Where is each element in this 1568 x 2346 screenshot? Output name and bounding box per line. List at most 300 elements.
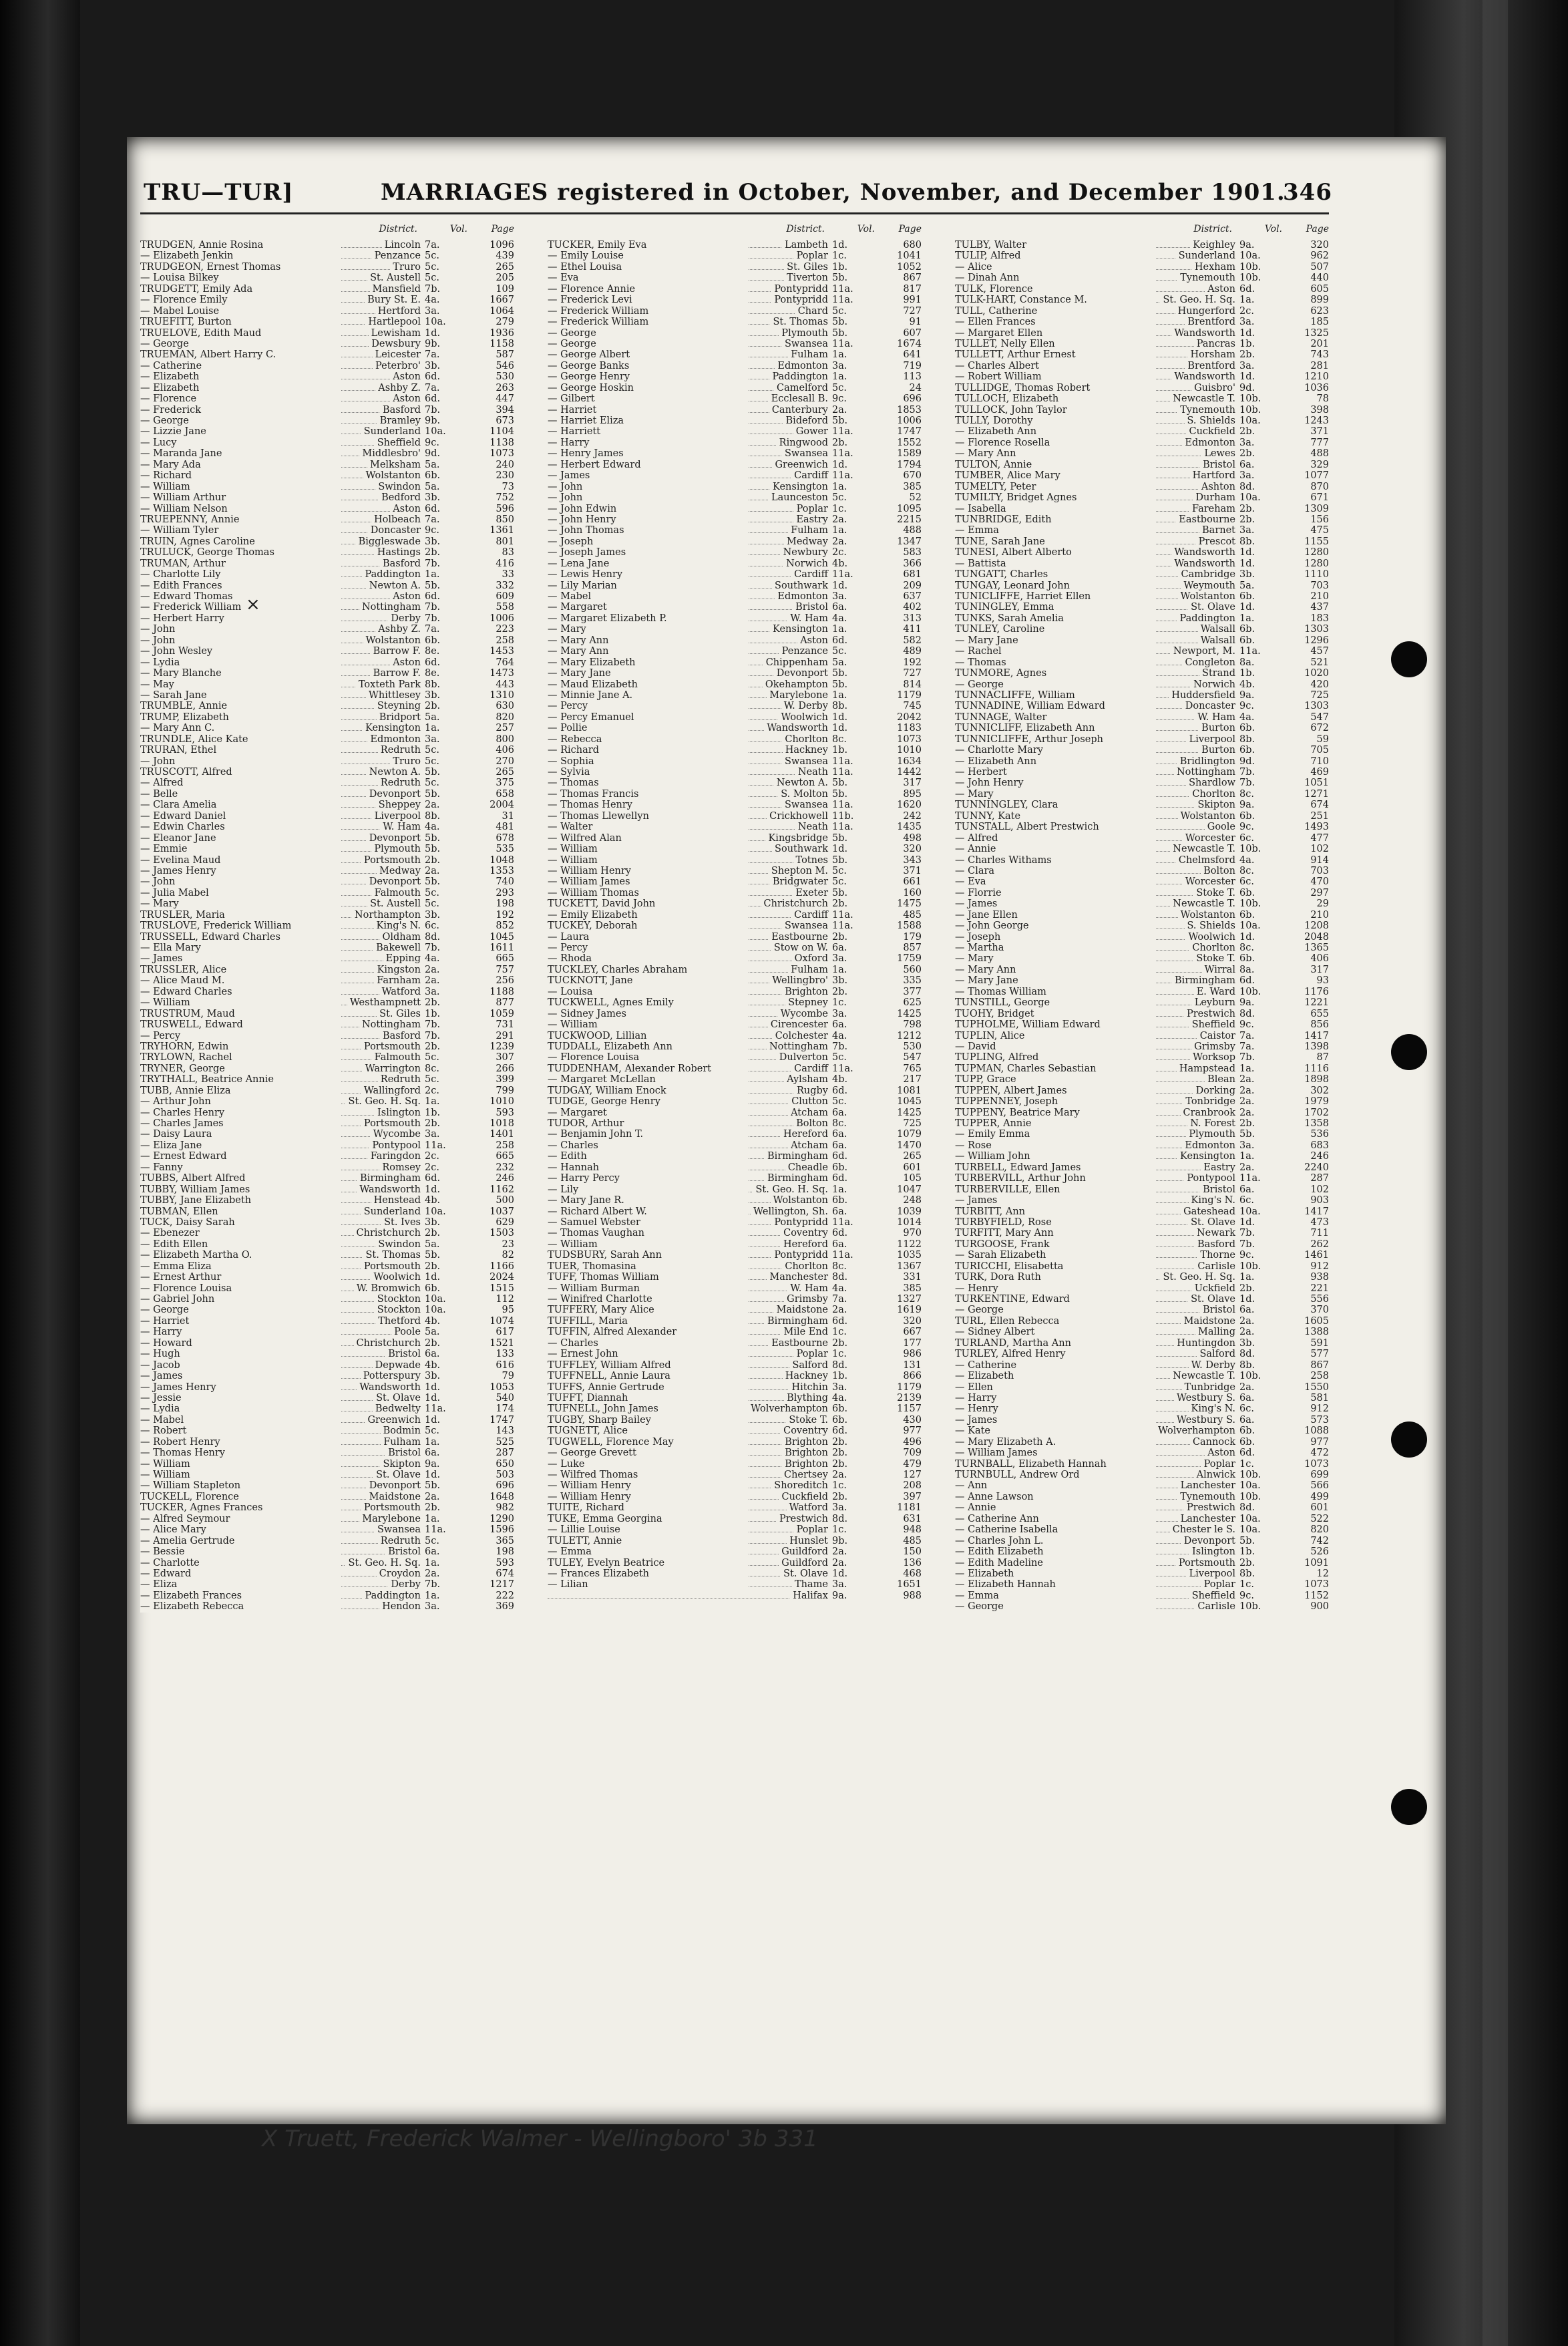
- entry-volume: 8a.: [1239, 657, 1255, 668]
- register-entry: [140, 1349, 514, 1359]
- entry-page: 877: [496, 997, 514, 1009]
- entry-volume: 1a.: [832, 481, 847, 492]
- entry-name: TUDGE, George Henry: [548, 1096, 748, 1107]
- entry-volume: 7a.: [1239, 1041, 1255, 1052]
- entry-page: 232: [496, 1162, 514, 1173]
- entry-page: 156: [1310, 514, 1329, 525]
- entry-name: — Elizabeth Jenkin: [140, 250, 341, 261]
- entry-district: Aston: [390, 504, 421, 514]
- entry-page: 131: [903, 1359, 922, 1371]
- entry-district: W. Ham: [1195, 712, 1235, 723]
- entry-name: TUCKELL, Florence: [140, 1492, 341, 1502]
- entry-name: — George: [140, 1305, 341, 1315]
- entry-volume: 2b.: [832, 1458, 848, 1470]
- register-entry: [140, 591, 514, 602]
- entry-page: 1619: [897, 1305, 922, 1316]
- entry-name: — Ernest Edward: [140, 1151, 341, 1162]
- register-entry: [548, 1108, 922, 1118]
- entry-page: 109: [496, 283, 514, 295]
- register-entry: [955, 613, 1329, 624]
- entry-name: — Jane Ellen: [955, 910, 1155, 920]
- register-entry: [548, 1546, 922, 1557]
- entry-page: 1425: [897, 1107, 922, 1118]
- register-entry: [140, 613, 514, 624]
- register-entry: [548, 1217, 922, 1228]
- entry-district: Dorking: [1193, 1085, 1235, 1096]
- entry-name: TUBB, Annie Eliza: [140, 1085, 341, 1096]
- entry-name: — John Henry: [548, 514, 748, 525]
- register-entry: [955, 1173, 1329, 1184]
- register-entry: [140, 965, 514, 975]
- entry-name: TUITE, Richard: [548, 1502, 748, 1513]
- entry-district: Blean: [1205, 1074, 1235, 1085]
- entry-name: TUPP, Grace: [955, 1074, 1155, 1085]
- register-entry: [548, 1403, 922, 1414]
- entry-district: Fulham: [788, 965, 828, 975]
- entry-page: 1006: [489, 613, 514, 624]
- entry-name: — Lucy: [140, 438, 341, 448]
- entry-district: W. Derby: [781, 701, 828, 711]
- register-entry: [140, 371, 514, 382]
- entry-name: — William Burman: [548, 1283, 748, 1294]
- register-entry: [140, 1360, 514, 1371]
- entry-volume: 6d.: [425, 591, 441, 602]
- entry-name: TULEY, Evelyn Beatrice: [548, 1558, 748, 1568]
- entry-page: 820: [496, 711, 514, 723]
- entry-name: — Mary Ann: [548, 646, 748, 657]
- entry-page: 867: [1310, 1359, 1329, 1371]
- entry-district: Northampton: [352, 910, 421, 920]
- entry-name: — Annie: [955, 1502, 1155, 1513]
- entry-district: Cuckfield: [1186, 426, 1235, 437]
- entry-page: 265: [496, 261, 514, 273]
- punch-hole: [1391, 1421, 1427, 1458]
- entry-volume: 10b.: [1239, 1261, 1261, 1272]
- register-entry: [955, 1590, 1329, 1601]
- entry-district: King's N.: [1189, 1195, 1236, 1206]
- entry-district: Ecclesall B.: [769, 393, 828, 404]
- entry-name: — Daisy Laura: [140, 1129, 341, 1140]
- entry-volume: 5c.: [832, 1052, 847, 1063]
- entry-page: 1470: [897, 1140, 922, 1151]
- entry-district: Neath: [795, 822, 828, 832]
- entry-name: — Louisa Bilkey: [140, 273, 341, 283]
- entry-page: 1702: [1304, 1107, 1329, 1118]
- entry-name: TULLOCH, Elizabeth: [955, 393, 1155, 404]
- entry-district: Tynemouth: [1177, 1492, 1235, 1502]
- register-entry: [955, 1009, 1329, 1019]
- entry-district: Stoke T.: [786, 1415, 828, 1426]
- entry-page: 711: [1310, 1228, 1329, 1239]
- entry-volume: 4b.: [832, 558, 848, 569]
- entry-page: 246: [496, 1173, 514, 1184]
- entry-district: Edmonton: [775, 591, 828, 602]
- register-entry: [955, 1283, 1329, 1294]
- entry-district: Worksop: [1190, 1052, 1235, 1063]
- entry-volume: 1b.: [425, 1008, 441, 1019]
- entry-page: 217: [903, 1074, 922, 1085]
- entry-name: — Elizabeth Ann: [955, 756, 1155, 767]
- entry-name: — Mary Jane: [548, 668, 748, 679]
- register-entry: [955, 1415, 1329, 1426]
- entry-page: 472: [1310, 1448, 1329, 1459]
- district-heading: District.: [786, 224, 825, 234]
- entry-volume: 7b.: [1239, 1238, 1255, 1250]
- entry-page: 83: [502, 547, 514, 558]
- register-entry: [955, 1558, 1329, 1568]
- entry-page: 93: [1316, 975, 1329, 987]
- entry-district: Epping: [383, 953, 421, 964]
- entry-volume: 1d.: [425, 1392, 441, 1403]
- entry-page: 727: [903, 305, 922, 317]
- entry-name: — Mary Ann: [548, 635, 748, 646]
- entry-district: Wolverhampton: [748, 1403, 828, 1414]
- entry-name: — Alice: [955, 262, 1155, 273]
- register-entry: [548, 1492, 922, 1502]
- entry-volume: 11a.: [425, 1140, 446, 1151]
- register-entry: [955, 1393, 1329, 1403]
- entry-name: TUGWELL, Florence May: [548, 1437, 748, 1448]
- entry-page: 1417: [1304, 1206, 1329, 1217]
- entry-district: Carlisle: [1195, 1601, 1235, 1612]
- entry-page: 1759: [897, 953, 922, 965]
- entry-volume: 2a.: [1239, 1327, 1255, 1338]
- entry-volume: 11a.: [832, 920, 853, 932]
- entry-name: — Elizabeth Ann: [955, 426, 1155, 437]
- register-entry: [140, 306, 514, 317]
- entry-volume: 8c.: [425, 1063, 439, 1074]
- entry-district: Bedford: [379, 492, 421, 503]
- entry-page: 1045: [489, 931, 514, 943]
- entry-district: Bramley: [377, 415, 421, 426]
- entry-name: TUNSTILL, George: [955, 997, 1155, 1008]
- entry-district: Guisbro': [1191, 383, 1235, 393]
- entry-district: Faringdon: [368, 1151, 421, 1162]
- entry-volume: 3b.: [425, 360, 441, 371]
- entry-page: 1179: [897, 689, 922, 701]
- register-entry: [140, 734, 514, 745]
- entry-name: TUCKER, Agnes Frances: [140, 1502, 341, 1513]
- entry-district: Basford: [380, 1031, 421, 1041]
- entry-volume: 8c.: [832, 1261, 847, 1272]
- entry-name: TUNNY, Kate: [955, 811, 1155, 822]
- entry-volume: 7a.: [425, 240, 440, 250]
- register-entry: [140, 997, 514, 1008]
- entry-name: — Edward Charles: [140, 987, 341, 997]
- entry-page: 607: [903, 327, 922, 339]
- entry-page: 105: [903, 1173, 922, 1184]
- entry-page: 866: [903, 1371, 922, 1382]
- entry-name: — William Henry: [548, 1480, 748, 1491]
- entry-district: Sheffield: [375, 438, 421, 448]
- entry-district: Leicester: [373, 349, 421, 360]
- entry-volume: 2b.: [1239, 1557, 1255, 1568]
- register-entry: [955, 1327, 1329, 1337]
- register-entry: [955, 569, 1329, 580]
- entry-volume: 1a.: [832, 1184, 847, 1195]
- entry-page: 174: [496, 1403, 514, 1415]
- entry-name: — Harriet: [548, 405, 748, 415]
- entry-district: Mile End: [781, 1327, 828, 1337]
- register-entry: [955, 1250, 1329, 1261]
- entry-name: — James: [955, 1195, 1155, 1206]
- entry-name: — Clara Amelia: [140, 800, 341, 810]
- entry-name: TUNESI, Albert Alberto: [955, 547, 1155, 558]
- entry-name: TULK, Florence: [955, 284, 1155, 295]
- entry-page: 1442: [897, 767, 922, 778]
- entry-district: W. Ham: [380, 822, 421, 832]
- entry-district: Wandsworth: [1171, 371, 1235, 382]
- entry-district: Hertford: [375, 306, 421, 317]
- entry-page: 970: [903, 1228, 922, 1239]
- entry-page: 477: [1310, 832, 1329, 844]
- entry-volume: 5c.: [425, 250, 439, 262]
- register-entry: [548, 1338, 922, 1349]
- entry-volume: 6b.: [1239, 909, 1255, 920]
- entry-name: — Florrie: [955, 888, 1155, 898]
- entry-page: 1155: [1304, 536, 1329, 547]
- entry-district: Portsmouth: [361, 1261, 421, 1272]
- register-entry: [548, 1283, 922, 1294]
- register-entry: [140, 943, 514, 953]
- entry-page: 1589: [897, 448, 922, 460]
- entry-volume: 3a.: [1239, 470, 1255, 482]
- entry-page: 481: [496, 822, 514, 833]
- register-entry: [955, 602, 1329, 613]
- register-entry: [140, 1294, 514, 1305]
- entry-volume: 9c.: [425, 525, 439, 536]
- entry-district: St. Thomas: [363, 1250, 421, 1261]
- register-entry: [955, 317, 1329, 327]
- register-entry: [548, 558, 922, 569]
- entry-name: TUFFIN, Alfred Alexander: [548, 1327, 748, 1337]
- entry-district: Sunderland: [361, 426, 421, 437]
- entry-district: Bridlington: [1177, 756, 1235, 767]
- register-entry: [140, 1217, 514, 1228]
- entry-district: Chard: [795, 306, 828, 317]
- register-entry: [548, 1173, 922, 1184]
- entry-name: — Thomas Francis: [548, 789, 748, 800]
- district-heading: District.: [379, 224, 417, 234]
- entry-volume: 3b.: [1239, 1337, 1255, 1349]
- register-entry: [140, 756, 514, 767]
- entry-name: — Walter: [548, 822, 748, 832]
- entry-page: 281: [1310, 360, 1329, 371]
- entry-name: — Lily Marian: [548, 580, 748, 591]
- entry-page: 302: [1310, 1085, 1329, 1096]
- entry-volume: 6b.: [1239, 745, 1255, 756]
- entry-volume: 6a.: [832, 1206, 847, 1217]
- entry-page: 1047: [897, 1184, 922, 1195]
- entry-district: Southwark: [772, 844, 828, 854]
- entry-volume: 8b.: [1239, 1359, 1255, 1371]
- register-entry: [140, 1250, 514, 1261]
- entry-district: Redruth: [378, 778, 421, 788]
- entry-volume: 6d.: [832, 1151, 848, 1162]
- entry-district: Nottingham: [359, 602, 421, 613]
- entry-page: 136: [903, 1557, 922, 1568]
- entry-name: — Louisa: [548, 987, 748, 997]
- entry-volume: 10b.: [1239, 261, 1261, 273]
- entry-district: Ringwood: [777, 438, 828, 448]
- entry-page: 658: [496, 788, 514, 800]
- register-entry: [955, 240, 1329, 250]
- entry-name: — Hannah: [548, 1162, 748, 1173]
- entry-district: Cannock: [1190, 1437, 1235, 1448]
- entry-page: 752: [496, 492, 514, 504]
- entry-volume: 1b.: [832, 261, 848, 273]
- register-entry: [548, 690, 922, 701]
- entry-page: 24: [909, 382, 922, 393]
- entry-name: — Richard Albert W.: [548, 1206, 748, 1217]
- entry-volume: 11a.: [832, 822, 853, 833]
- entry-volume: 10a.: [425, 1294, 446, 1305]
- entry-volume: 11a.: [832, 1063, 853, 1074]
- entry-district: St. Geo. H. Sq.: [345, 1558, 421, 1568]
- entry-page: 1014: [897, 1216, 922, 1228]
- register-entry: [548, 284, 922, 295]
- register-entry: [140, 876, 514, 887]
- entry-name: — Gabriel John: [140, 1294, 341, 1305]
- entry-page: 113: [903, 371, 922, 383]
- register-entry: [140, 273, 514, 283]
- entry-page: 1096: [489, 240, 514, 250]
- entry-name: TURBITT, Ann: [955, 1206, 1155, 1217]
- entry-volume: 4b.: [425, 1359, 441, 1371]
- entry-volume: 5c.: [425, 273, 439, 284]
- entry-district: Portsmouth: [361, 1041, 421, 1052]
- entry-name: — James: [955, 898, 1155, 909]
- entry-page: 629: [496, 1216, 514, 1228]
- entry-district: Watford: [379, 987, 421, 997]
- entry-district: Penzance: [779, 646, 828, 657]
- entry-district: Westbury S.: [1174, 1393, 1235, 1403]
- entry-name: — Battista: [955, 558, 1155, 569]
- entry-volume: 6d.: [832, 1315, 848, 1327]
- entry-page: 674: [1310, 800, 1329, 811]
- entry-volume: 6b.: [1239, 723, 1255, 734]
- entry-district: Leyburn: [1192, 997, 1235, 1008]
- entry-name: — William John: [955, 1151, 1155, 1162]
- register-entry: [548, 1272, 922, 1283]
- register-entry: [548, 1019, 922, 1030]
- entry-page: 87: [1316, 1052, 1329, 1063]
- entry-name: — Mary: [955, 953, 1155, 964]
- entry-page: 2024: [489, 1272, 514, 1283]
- entry-volume: 3a.: [425, 1601, 440, 1613]
- entry-name: — Frederick William: [548, 306, 748, 317]
- entry-page: 1181: [897, 1502, 922, 1514]
- entry-name: — Charles James: [140, 1118, 341, 1129]
- entry-name: — Maranda Jane: [140, 448, 341, 459]
- entry-district: Chester le S.: [1170, 1524, 1235, 1535]
- entry-name: TUBMAN, Ellen: [140, 1206, 341, 1217]
- entry-district: Wellington, Sh.: [751, 1206, 828, 1217]
- entry-page: 1327: [897, 1294, 922, 1305]
- entry-volume: 6c.: [1239, 1195, 1254, 1206]
- register-entry: [548, 679, 922, 690]
- entry-name: TRUDGEN, Annie Rosina: [140, 240, 341, 250]
- entry-volume: 1d.: [1239, 547, 1255, 558]
- entry-volume: 5b.: [1239, 1535, 1255, 1546]
- register-entry: [955, 1524, 1329, 1535]
- entry-page: 265: [903, 1151, 922, 1162]
- entry-district: Stockton: [375, 1294, 421, 1305]
- entry-district: Cardiff: [791, 569, 828, 580]
- entry-district: Bolton: [793, 1118, 828, 1129]
- register-entry: [548, 349, 922, 360]
- register-entry: [548, 1118, 922, 1129]
- entry-page: 468: [903, 1568, 922, 1579]
- entry-name: TUPPENY, Beatrice Mary: [955, 1108, 1155, 1118]
- entry-district: Bristol: [793, 602, 828, 613]
- entry-district: Cuckfield: [779, 1492, 828, 1502]
- entry-page: 1210: [1304, 371, 1329, 383]
- entry-name: — Henry: [955, 1403, 1155, 1414]
- register-entry: [955, 1579, 1329, 1590]
- entry-page: 566: [1310, 1480, 1329, 1492]
- register-entry: [140, 1601, 514, 1612]
- entry-volume: 2a.: [832, 1546, 847, 1558]
- entry-district: Camelford: [774, 383, 828, 393]
- entry-page: 251: [1310, 810, 1329, 822]
- register-entry: [548, 1459, 922, 1470]
- entry-page: 641: [903, 349, 922, 361]
- entry-district: Exeter: [793, 888, 828, 898]
- register-entry: [140, 1261, 514, 1272]
- entry-volume: 10b.: [1239, 898, 1261, 910]
- register-entry: [955, 262, 1329, 273]
- entry-district: Kingsbridge: [765, 833, 828, 844]
- entry-volume: 5c.: [832, 1096, 847, 1108]
- entry-volume: 2b.: [832, 986, 848, 997]
- register-entry: [955, 888, 1329, 898]
- entry-volume: 6a.: [1239, 1414, 1255, 1426]
- entry-page: 488: [903, 525, 922, 536]
- entry-volume: 2b.: [425, 1228, 441, 1239]
- entry-page: 485: [903, 1535, 922, 1546]
- entry-name: TUFF, Thomas William: [548, 1272, 748, 1283]
- entry-page: 725: [1310, 689, 1329, 701]
- entry-volume: 3a.: [1239, 437, 1255, 448]
- register-entry: [955, 1492, 1329, 1502]
- register-entry: [548, 1514, 922, 1524]
- entry-page: 1162: [489, 1184, 514, 1195]
- entry-volume: 3a.: [425, 986, 440, 997]
- entry-page: 258: [1310, 1371, 1329, 1382]
- register-entry: [955, 1217, 1329, 1228]
- entry-volume: 8b.: [425, 679, 441, 690]
- register-entry: [140, 800, 514, 810]
- entry-name: — James: [140, 953, 341, 964]
- register-entry: [140, 920, 514, 931]
- register-entry: [548, 240, 922, 250]
- entry-district: Atcham: [788, 1140, 828, 1151]
- entry-district: Chorlton: [782, 1261, 828, 1272]
- entry-district: Eastbourne: [769, 932, 828, 943]
- entry-page: 1290: [489, 1513, 514, 1524]
- entry-name: TUNLEY, Caroline: [955, 624, 1155, 635]
- entry-volume: 1a.: [425, 1436, 440, 1448]
- entry-page: 1453: [489, 646, 514, 657]
- entry-page: 307: [496, 1052, 514, 1063]
- entry-page: 625: [903, 997, 922, 1009]
- entry-name: — Catherine Isabella: [955, 1524, 1155, 1535]
- entry-volume: 9a.: [832, 1590, 847, 1601]
- entry-name: TURBERVILLE, Ellen: [955, 1184, 1155, 1195]
- entry-name: — William: [140, 1470, 341, 1480]
- register-entry: [548, 1041, 922, 1052]
